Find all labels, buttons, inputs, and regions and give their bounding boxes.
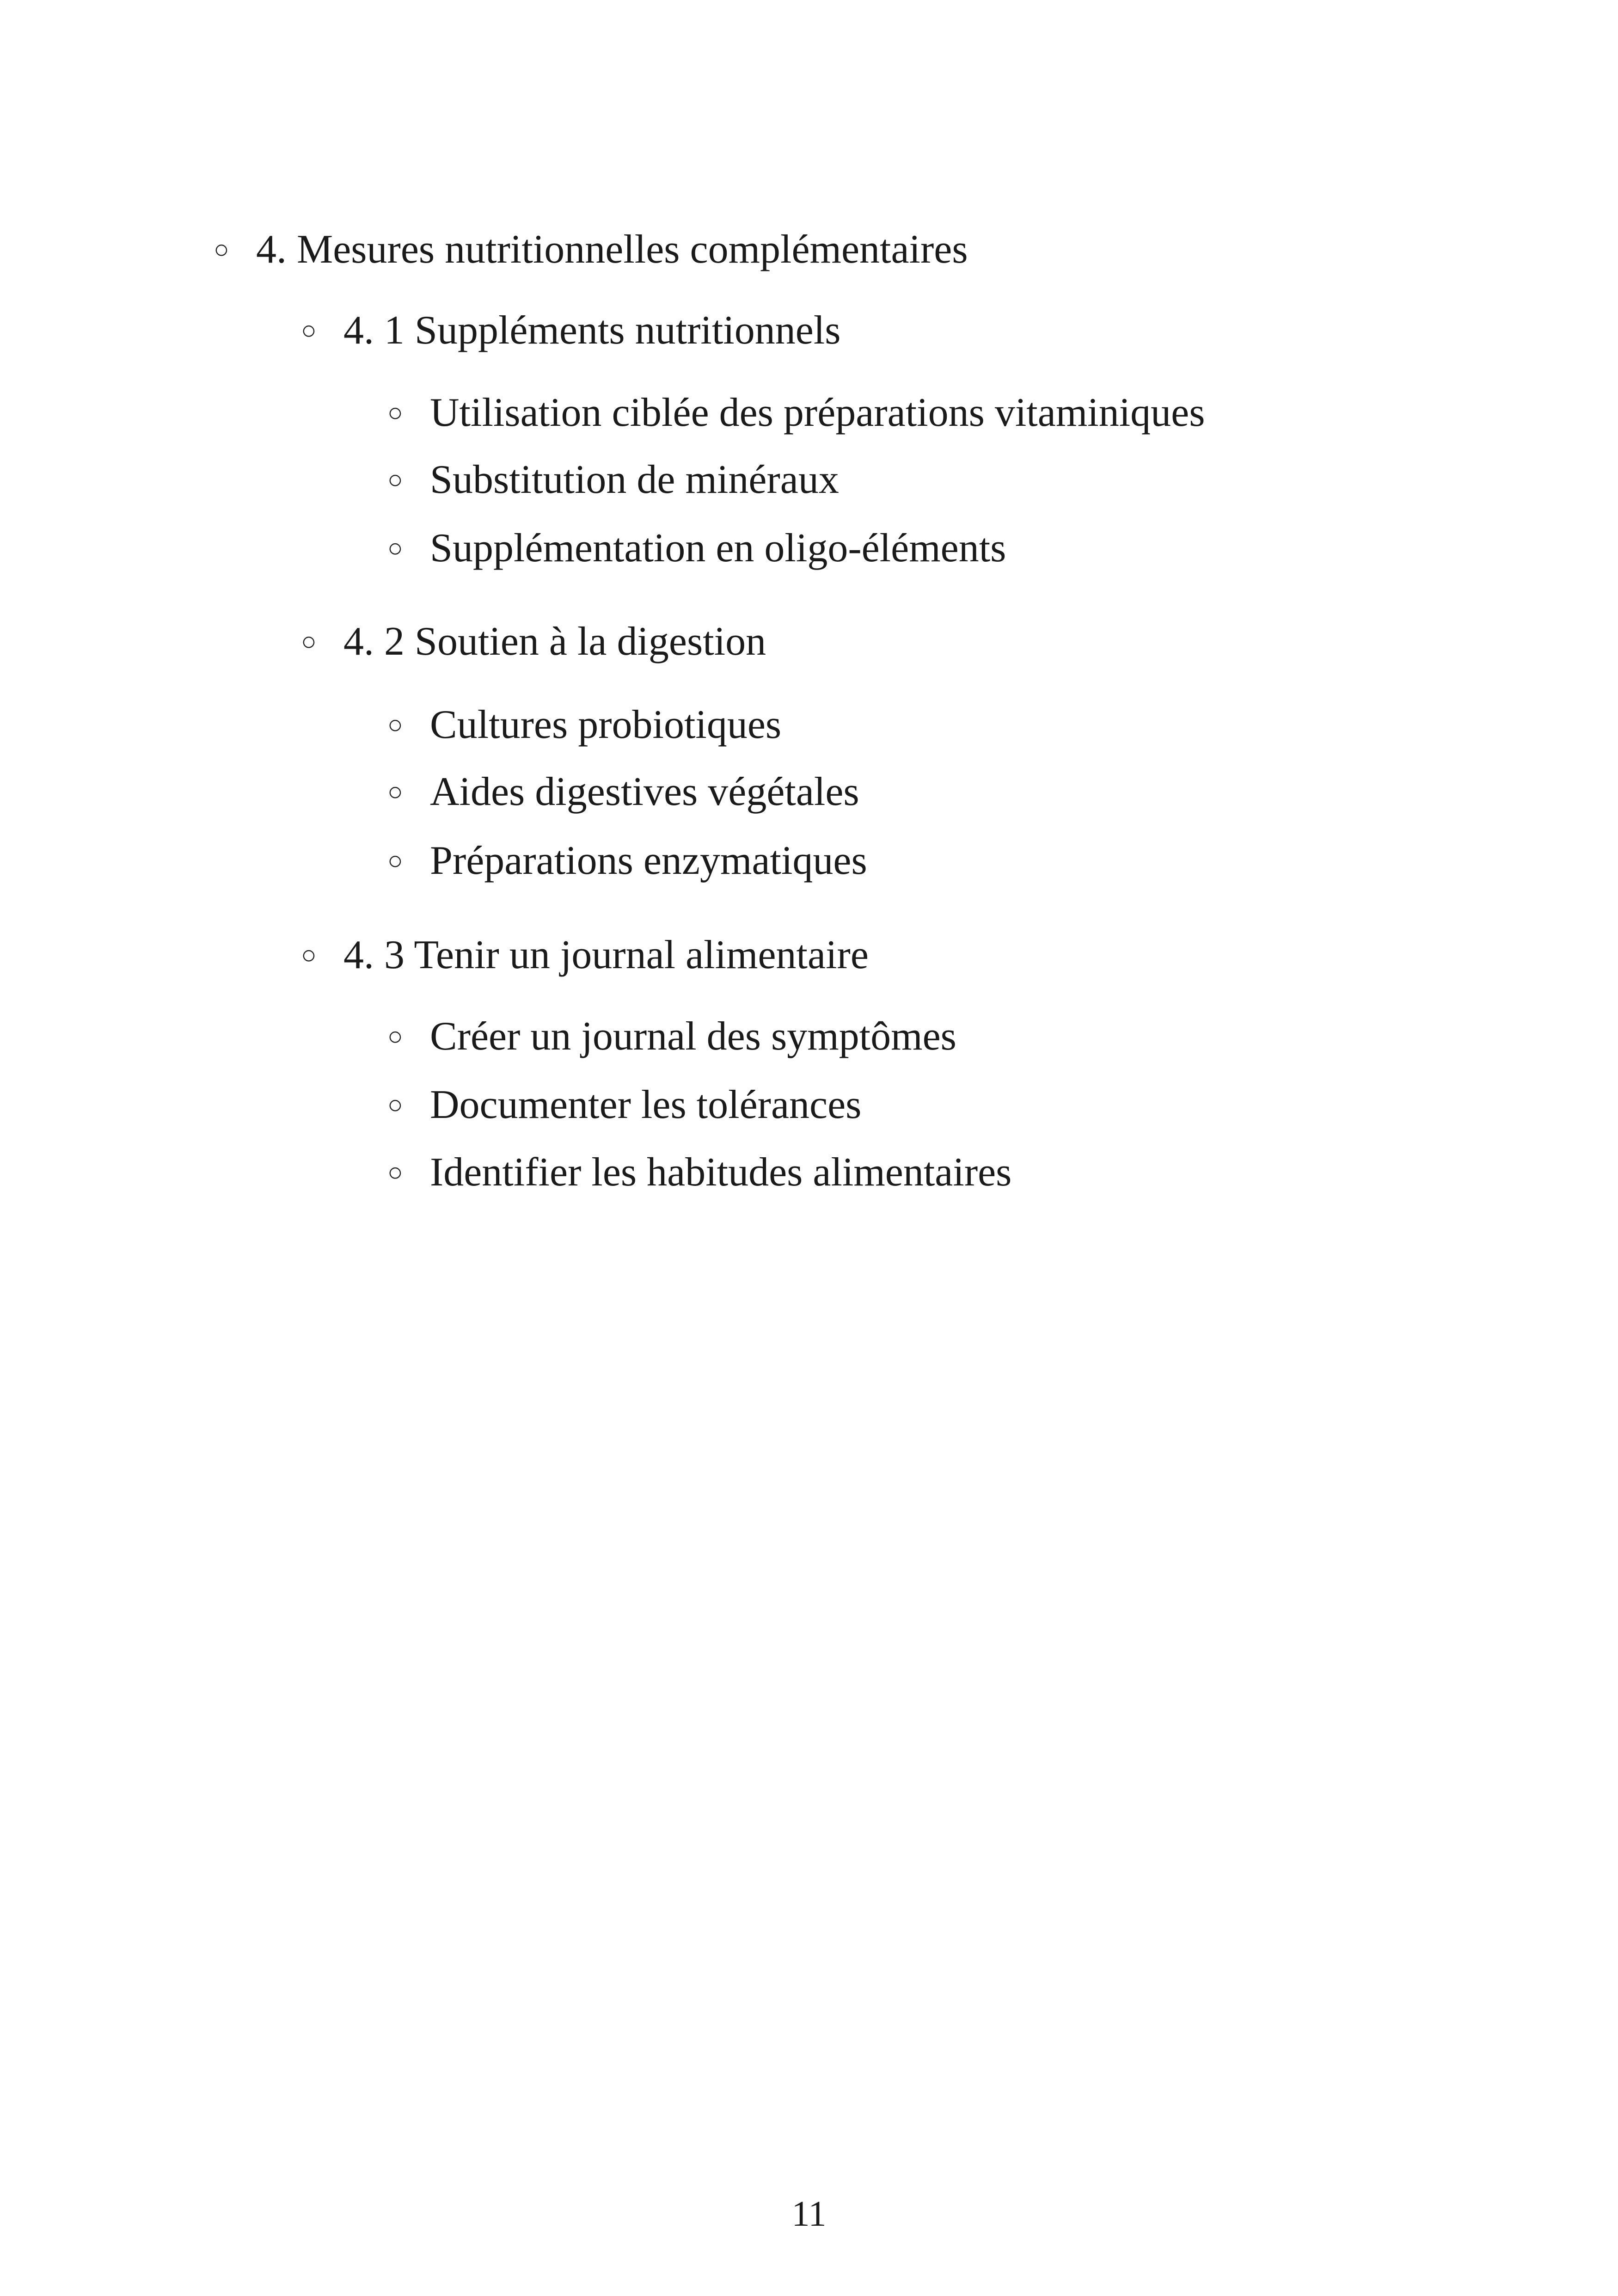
outline-item-text: Identifier les habitudes alimentaires	[430, 1150, 1012, 1195]
section-heading: 4. Mesures nutritionnelles complémentaires	[256, 227, 968, 272]
outline-item	[387, 1149, 1011, 1196]
circle-bullet-icon: ○	[387, 847, 403, 875]
circle-bullet-icon: ○	[387, 1091, 403, 1119]
outline-subsection-4-3	[301, 932, 869, 978]
subsection-heading: 4. 1 Suppléments nutritionnels	[343, 308, 841, 353]
circle-bullet-icon: ○	[387, 711, 403, 739]
circle-bullet-icon: ○	[301, 627, 317, 656]
circle-bullet-icon: ○	[387, 1158, 403, 1187]
outline-item-text: Préparations enzymatiques	[430, 838, 867, 883]
page-number: 11	[791, 2193, 827, 2234]
outline-item	[387, 838, 867, 884]
circle-bullet-icon: ○	[387, 1022, 403, 1051]
circle-bullet-icon: ○	[214, 235, 229, 264]
outline-subsection-4-2	[301, 619, 766, 665]
circle-bullet-icon: ○	[387, 778, 403, 806]
outline-item-text: Cultures probiotiques	[430, 702, 782, 747]
circle-bullet-icon: ○	[301, 316, 317, 345]
outline-item-text: Aides digestives végétales	[430, 769, 859, 814]
outline-item-text: Utilisation ciblée des préparations vitaminiques	[430, 390, 1205, 435]
outline-item	[387, 1082, 861, 1128]
outline-item	[387, 457, 839, 503]
outline-item-text: Substitution de minéraux	[430, 457, 839, 502]
outline-item-text: Créer un journal des symptômes	[430, 1014, 956, 1059]
outline-item	[387, 702, 781, 748]
circle-bullet-icon: ○	[387, 399, 403, 427]
outline-item	[387, 525, 1006, 571]
circle-bullet-icon: ○	[387, 466, 403, 494]
circle-bullet-icon: ○	[387, 534, 403, 563]
subsection-heading: 4. 2 Soutien à la digestion	[343, 619, 766, 664]
outline-item	[387, 1013, 956, 1060]
outline-item-text: Supplémentation en oligo-éléments	[430, 526, 1006, 571]
outline-item	[387, 390, 1205, 436]
outline-section-4	[214, 227, 968, 273]
outline-item	[387, 769, 859, 815]
subsection-heading: 4. 3 Tenir un journal alimentaire	[343, 933, 869, 977]
circle-bullet-icon: ○	[301, 941, 317, 970]
outline-subsection-4-1	[301, 307, 841, 354]
outline-item-text: Documenter les tolérances	[430, 1082, 862, 1127]
